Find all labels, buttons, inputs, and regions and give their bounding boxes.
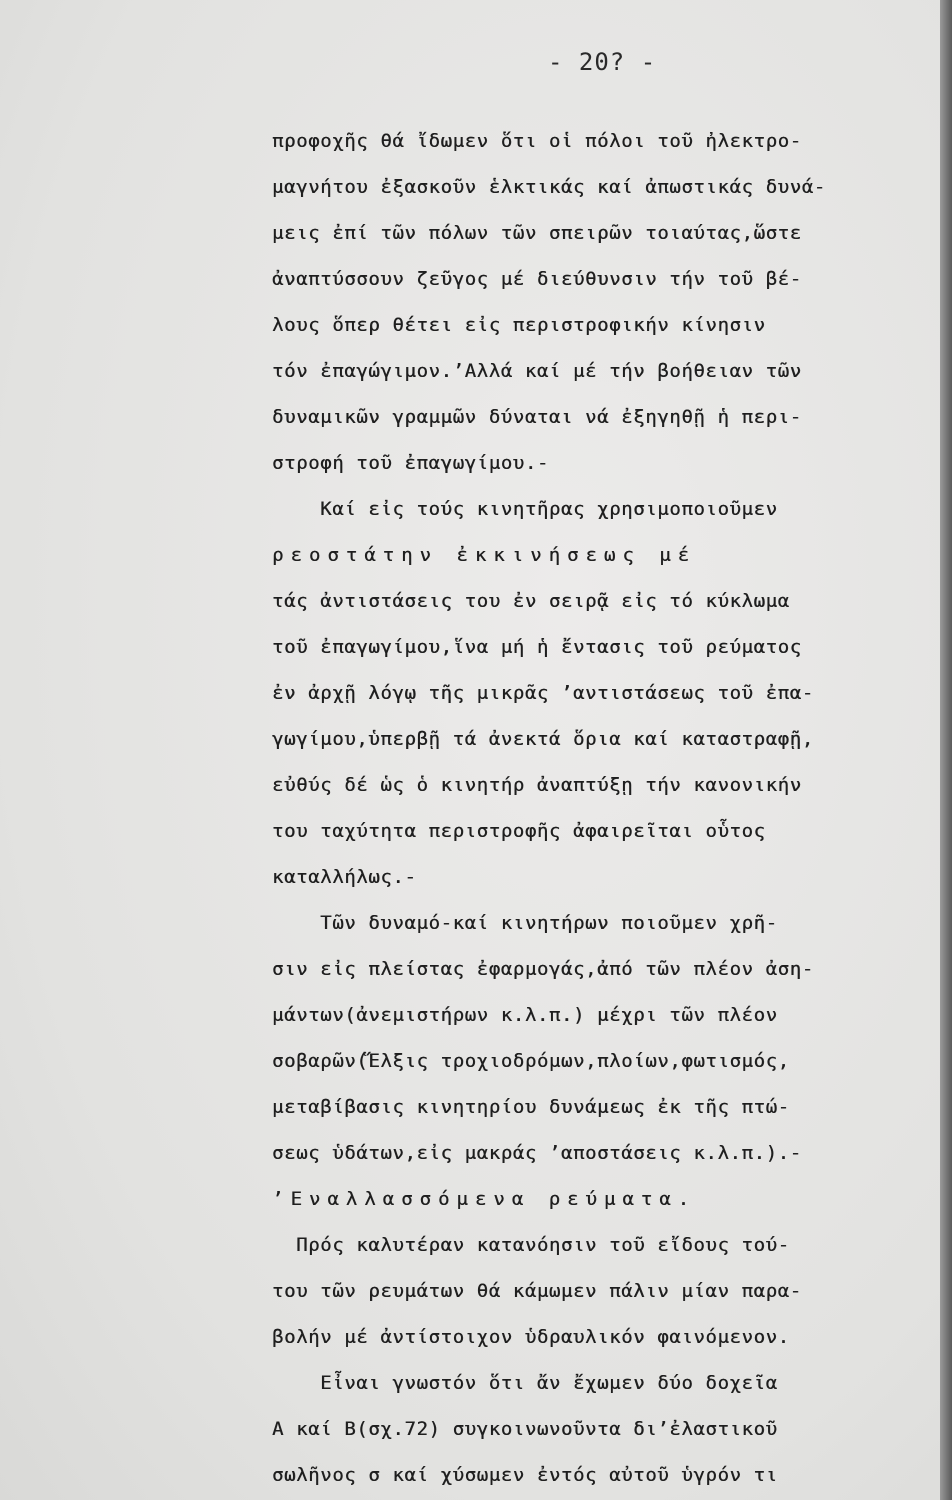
text-line: τάς ἀντιστάσεις του ἐν σειρᾷ εἰς τό κύκλωμα (272, 590, 790, 612)
text-line: σοβαρῶν(Ἕλξις τροχιοδρόμων,πλοίων,φωτισμός, (272, 1050, 790, 1072)
text-line: τοῦ ἐπαγωγίμου,ἵνα μή ἡ ἔντασις τοῦ ρεύματος (272, 636, 802, 658)
text-line: Πρός καλυτέραν κατανόησιν τοῦ εἴδους τού- (272, 1234, 790, 1256)
text-line: του ταχύτητα περιστροφῆς ἀφαιρεῖται οὗτος (272, 820, 766, 842)
text-line: εὐθύς δέ ὡς ὁ κινητήρ ἀναπτύξῃ τήν κανονικήν (272, 774, 802, 796)
text-line: μεις ἐπί τῶν πόλων τῶν σπειρῶν τοιαύτας,ὥστε (272, 222, 802, 244)
text-line: λους ὅπερ θέτει εἰς περιστροφικήν κίνησιν (272, 314, 766, 336)
page-number: - 20? - (548, 48, 657, 76)
text-line: μάντων(ἀνεμιστήρων κ.λ.π.) μέχρι τῶν πλέον (272, 1004, 778, 1026)
text-line: Τῶν δυναμό-καί κινητήρων ποιοῦμεν χρῆ- (272, 912, 778, 934)
text-line: σεως ὑδάτων,εἰς μακράς ’αποστάσεις κ.λ.π.).- (272, 1142, 802, 1164)
text-line: προφοχῆς θά ἴδωμεν ὅτι οἱ πόλοι τοῦ ἠλεκτρο- (272, 130, 802, 152)
text-line: βολήν μέ ἀντίστοιχον ὑδραυλικόν φαινόμενον. (272, 1326, 790, 1348)
text-line: του τῶν ρευμάτων θά κάμωμεν πάλιν μίαν παρα- (272, 1280, 802, 1302)
text-line: μεταβίβασις κινητηρίου δυνάμεως ἐκ τῆς πτώ- (272, 1096, 790, 1118)
text-line: ρεοστάτην ἐκκινήσεως μέ (272, 544, 697, 566)
text-line: Α καί Β(σχ.72) συγκοινωνοῦντα δι’ἐλαστικοῦ (272, 1418, 778, 1440)
text-line: σιν εἰς πλείστας ἐφαρμογάς,ἀπό τῶν πλέον ἀση- (272, 958, 814, 980)
text-line: καταλλήλως.- (272, 866, 417, 888)
text-line: ἐν ἀρχῇ λόγῳ τῆς μικρᾶς ’αντιστάσεως τοῦ ἐπα- (272, 682, 814, 704)
text-line: γωγίμου,ὑπερβῇ τά ἀνεκτά ὅρια καί καταστραφῇ, (272, 728, 814, 750)
typewritten-text (272, 118, 922, 1498)
text-line: τόν ἐπαγώγιμον.’Αλλά καί μέ τήν βοήθειαν τῶν (272, 360, 802, 382)
text-line: σωλῆνος σ καί χύσωμεν ἐντός αὐτοῦ ὑγρόν τι (272, 1464, 778, 1486)
page-edge-shadow (940, 0, 952, 1500)
text-line: Εἶναι γνωστόν ὅτι ἄν ἔχωμεν δύο δοχεῖα (272, 1372, 778, 1394)
text-line: στροφή τοῦ ἐπαγωγίμου.- (272, 452, 549, 474)
text-line: μαγνήτου ἐξασκοῦν ἑλκτικάς καί ἀπωστικάς δυνά- (272, 176, 826, 198)
text-line: δυναμικῶν γραμμῶν δύναται νά ἐξηγηθῇ ἡ περι- (272, 406, 802, 428)
text-line: ἀναπτύσσουν ζεῦγος μέ διεύθυνσιν τήν τοῦ βέ- (272, 268, 802, 290)
text-line: Καί εἰς τούς κινητῆρας χρησιμοποιοῦμεν (272, 498, 778, 520)
section-heading: ’Εναλλασσόμενα ρεύματα. (272, 1188, 697, 1210)
